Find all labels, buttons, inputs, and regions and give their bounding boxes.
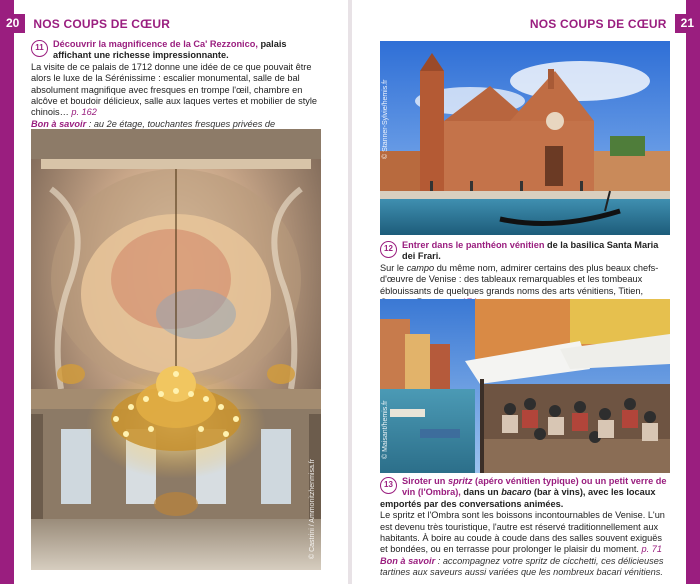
tip	[380, 556, 663, 577]
entry-spritz	[380, 476, 670, 579]
entry-ca-rezzonico	[31, 39, 321, 142]
entry-number-badge: 11	[31, 40, 48, 57]
entry-body: La visite de ce palais de 1712 donne une idée de ce que pouvait être alors le luxe de la Sérénissime : escalier monumental, salle de bal absolument magnifique avec fresques en trompe l'œil, chambre en alcôve et boudoir délicieux, salle aux laques vertes et mobilier de style chinois…	[31, 61, 317, 118]
entry-title	[402, 240, 658, 261]
tip-label: Bon à savoir	[380, 555, 436, 566]
entry-title-rest-2: (bar à vins), avec les locaux emportés par des conversations animées.	[380, 487, 656, 509]
entry-body: Le spritz et l'Ombra sont les boissons incontournables de Venise. L'un est devenu très touristique, l'autre est réservé traditionnellement aux habitants. À boire au coude à coude dans des salles souvent exiguës et bondées, ou en terrasse pour prolonger le plaisir du moment.	[380, 510, 665, 555]
entry-title-rest: palais affichant une richesse impressionnante.	[53, 39, 287, 61]
page-reference: p. 162	[71, 107, 97, 118]
cafe-terrace-photo	[380, 299, 670, 473]
frari-photo	[380, 41, 670, 235]
left-edge-band	[0, 0, 14, 584]
entry-title-highlight-1: Siroter un	[402, 476, 448, 486]
entry-title	[380, 476, 666, 509]
right-header	[352, 14, 700, 33]
tip-text: : au 2e étage, touchantes fresques privées de	[88, 118, 276, 129]
page-reference: p. 71	[641, 544, 662, 555]
section-title: NOS COUPS DE CŒUR	[529, 16, 667, 31]
entry-title-italic: spritz	[447, 476, 473, 486]
frari-illustration	[380, 41, 670, 235]
entry-title-highlight: Découvrir la magnificence de la Ca' Rezzonico,	[53, 39, 258, 49]
tip-label: Bon à savoir	[31, 118, 87, 129]
entry-body-italic: campo	[406, 262, 435, 273]
right-edge-band	[686, 0, 700, 584]
left-page	[0, 0, 348, 584]
photo-credit: © Maisant/hemis.fr	[382, 400, 389, 459]
right-page	[352, 0, 700, 584]
tip-text: : accompagnez votre spritz de cicchetti, ces délicieuses tartines aux saveurs aussi variées que les nombreux bacari vénitiens.	[380, 555, 664, 578]
entry-number-badge: 12	[380, 241, 397, 258]
cafe-illustration	[380, 299, 670, 473]
entry-title-rest-1: dans un	[460, 487, 502, 498]
entry-body-start: Sur le	[380, 262, 407, 273]
entry-title-rest-italic: bacaro	[501, 487, 532, 498]
entry-title	[53, 39, 287, 60]
entry-body-end: du même nom, admirer certains des plus beaux chefs-d'œuvre de Venise : des tableaux remarquables et les tombeaux éblouissants de quelques grands noms des arts vénitiens, Titien,	[380, 262, 659, 296]
photo-credit: © Castrini / Ammonitzhenmisa.fr	[309, 458, 316, 559]
left-header	[0, 14, 348, 33]
entry-title-highlight-2: (apéro vénitien typique) ou un petit verre de vin (l'Ombra),	[402, 476, 667, 498]
photo-credit: © Stanner-Sylvie/hemis.fr	[382, 79, 389, 159]
ballroom-illustration	[31, 129, 321, 570]
entry-number-badge: 13	[380, 477, 397, 494]
entry-title-rest: de la basilica Santa Maria dei Frari.	[402, 240, 659, 262]
entry-title-highlight: Entrer dans le panthéon vénitien	[402, 240, 545, 250]
page-number: 20	[0, 14, 25, 33]
section-title: NOS COUPS DE CŒUR	[33, 16, 171, 31]
page-number: 21	[675, 14, 700, 33]
ballroom-photo	[31, 129, 321, 570]
